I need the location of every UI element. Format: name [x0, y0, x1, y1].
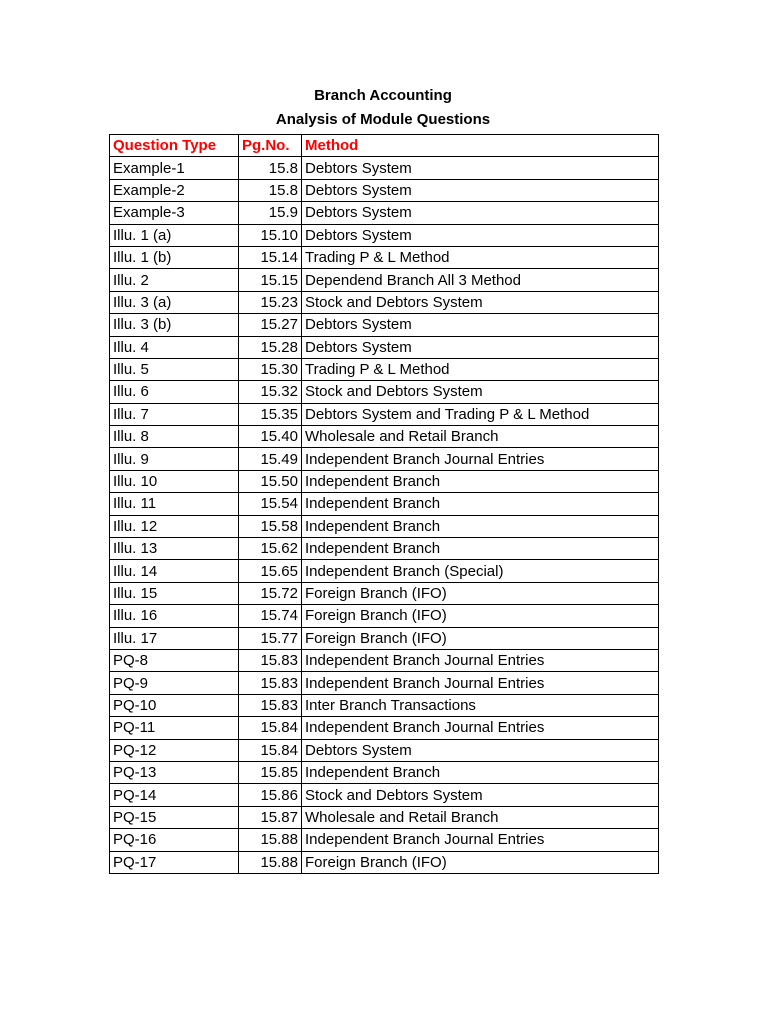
document-title: Branch Accounting [314, 87, 452, 104]
cell-method: Debtors System [302, 202, 659, 224]
table-row [110, 515, 659, 537]
cell-method: Stock and Debtors System [302, 291, 659, 313]
cell-method: Independent Branch [302, 538, 659, 560]
table-row [110, 851, 659, 873]
cell-question-type: Illu. 15 [110, 582, 239, 604]
cell-page-no: 15.28 [239, 336, 302, 358]
cell-method: Independent Branch (Special) [302, 560, 659, 582]
cell-method: Independent Branch Journal Entries [302, 717, 659, 739]
table-row [110, 403, 659, 425]
cell-question-type: Illu. 8 [110, 426, 239, 448]
questions-table [109, 134, 659, 874]
cell-method: Dependend Branch All 3 Method [302, 269, 659, 291]
cell-method: Inter Branch Transactions [302, 694, 659, 716]
cell-question-type: Illu. 11 [110, 493, 239, 515]
cell-method: Stock and Debtors System [302, 381, 659, 403]
table-row [110, 269, 659, 291]
cell-question-type: Illu. 10 [110, 470, 239, 492]
cell-question-type: Example-3 [110, 202, 239, 224]
cell-method: Foreign Branch (IFO) [302, 582, 659, 604]
cell-page-no: 15.88 [239, 851, 302, 873]
cell-method: Stock and Debtors System [302, 784, 659, 806]
table-row [110, 582, 659, 604]
cell-page-no: 15.32 [239, 381, 302, 403]
cell-question-type: PQ-9 [110, 672, 239, 694]
cell-page-no: 15.62 [239, 538, 302, 560]
cell-method: Wholesale and Retail Branch [302, 806, 659, 828]
cell-question-type: Illu. 9 [110, 448, 239, 470]
cell-method: Independent Branch [302, 493, 659, 515]
cell-page-no: 15.23 [239, 291, 302, 313]
table-row [110, 806, 659, 828]
cell-question-type: Illu. 12 [110, 515, 239, 537]
table-row [110, 538, 659, 560]
cell-question-type: Illu. 3 (b) [110, 314, 239, 336]
cell-question-type: PQ-17 [110, 851, 239, 873]
table-row [110, 224, 659, 246]
cell-page-no: 15.84 [239, 717, 302, 739]
cell-method: Foreign Branch (IFO) [302, 627, 659, 649]
cell-method: Trading P & L Method [302, 358, 659, 380]
table-row [110, 426, 659, 448]
cell-question-type: PQ-8 [110, 649, 239, 671]
cell-question-type: PQ-15 [110, 806, 239, 828]
cell-page-no: 15.65 [239, 560, 302, 582]
table-row [110, 358, 659, 380]
cell-method: Wholesale and Retail Branch [302, 426, 659, 448]
cell-question-type: Illu. 5 [110, 358, 239, 380]
cell-page-no: 15.15 [239, 269, 302, 291]
cell-question-type: PQ-16 [110, 829, 239, 851]
cell-question-type: PQ-12 [110, 739, 239, 761]
cell-method: Independent Branch Journal Entries [302, 448, 659, 470]
cell-question-type: Illu. 7 [110, 403, 239, 425]
cell-page-no: 15.86 [239, 784, 302, 806]
cell-page-no: 15.40 [239, 426, 302, 448]
cell-page-no: 15.77 [239, 627, 302, 649]
cell-method: Foreign Branch (IFO) [302, 851, 659, 873]
cell-page-no: 15.30 [239, 358, 302, 380]
cell-page-no: 15.58 [239, 515, 302, 537]
document-subtitle: Analysis of Module Questions [275, 111, 491, 129]
cell-page-no: 15.49 [239, 448, 302, 470]
table-row [110, 470, 659, 492]
table-row [110, 694, 659, 716]
cell-method: Trading P & L Method [302, 246, 659, 268]
cell-question-type: Illu. 17 [110, 627, 239, 649]
table-row [110, 649, 659, 671]
table-row [110, 246, 659, 268]
cell-method: Debtors System [302, 224, 659, 246]
cell-method: Debtors System [302, 336, 659, 358]
cell-page-no: 15.54 [239, 493, 302, 515]
cell-question-type: Illu. 1 (b) [110, 246, 239, 268]
cell-page-no: 15.14 [239, 246, 302, 268]
header-question-type: Question Type [110, 135, 239, 157]
cell-method: Foreign Branch (IFO) [302, 605, 659, 627]
cell-page-no: 15.74 [239, 605, 302, 627]
table-row [110, 157, 659, 179]
cell-method: Independent Branch [302, 761, 659, 783]
cell-method: Debtors System [302, 157, 659, 179]
table-row [110, 179, 659, 201]
cell-question-type: Illu. 4 [110, 336, 239, 358]
cell-method: Independent Branch [302, 470, 659, 492]
cell-method: Debtors System [302, 179, 659, 201]
table-row [110, 291, 659, 313]
table-row [110, 202, 659, 224]
cell-page-no: 15.35 [239, 403, 302, 425]
cell-page-no: 15.83 [239, 694, 302, 716]
cell-page-no: 15.88 [239, 829, 302, 851]
cell-method: Independent Branch Journal Entries [302, 672, 659, 694]
cell-question-type: Illu. 2 [110, 269, 239, 291]
cell-page-no: 15.87 [239, 806, 302, 828]
title-block [108, 84, 658, 133]
cell-question-type: Example-2 [110, 179, 239, 201]
header-page-no: Pg.No. [239, 135, 302, 157]
cell-method: Independent Branch Journal Entries [302, 829, 659, 851]
table-row [110, 493, 659, 515]
cell-method: Debtors System [302, 739, 659, 761]
table-row [110, 336, 659, 358]
cell-question-type: PQ-10 [110, 694, 239, 716]
table-row [110, 672, 659, 694]
cell-method: Independent Branch Journal Entries [302, 649, 659, 671]
table-row [110, 829, 659, 851]
table-body [110, 157, 659, 874]
cell-question-type: Illu. 1 (a) [110, 224, 239, 246]
table-row [110, 717, 659, 739]
table-header-row [110, 135, 659, 157]
table-row [110, 560, 659, 582]
cell-question-type: Illu. 16 [110, 605, 239, 627]
cell-method: Debtors System [302, 314, 659, 336]
cell-page-no: 15.8 [239, 157, 302, 179]
table-row [110, 739, 659, 761]
cell-question-type: Example-1 [110, 157, 239, 179]
cell-page-no: 15.50 [239, 470, 302, 492]
table-row [110, 314, 659, 336]
cell-method: Independent Branch [302, 515, 659, 537]
table-row [110, 627, 659, 649]
table-row [110, 761, 659, 783]
cell-question-type: Illu. 14 [110, 560, 239, 582]
cell-method: Debtors System and Trading P & L Method [302, 403, 659, 425]
table-row [110, 448, 659, 470]
cell-page-no: 15.8 [239, 179, 302, 201]
cell-question-type: Illu. 6 [110, 381, 239, 403]
table-row [110, 784, 659, 806]
cell-page-no: 15.85 [239, 761, 302, 783]
cell-page-no: 15.84 [239, 739, 302, 761]
cell-page-no: 15.72 [239, 582, 302, 604]
cell-question-type: PQ-13 [110, 761, 239, 783]
cell-page-no: 15.83 [239, 672, 302, 694]
header-method: Method [302, 135, 659, 157]
cell-page-no: 15.27 [239, 314, 302, 336]
cell-question-type: Illu. 3 (a) [110, 291, 239, 313]
cell-page-no: 15.9 [239, 202, 302, 224]
cell-question-type: PQ-11 [110, 717, 239, 739]
cell-question-type: PQ-14 [110, 784, 239, 806]
table-row [110, 381, 659, 403]
cell-question-type: Illu. 13 [110, 538, 239, 560]
table-row [110, 605, 659, 627]
cell-page-no: 15.10 [239, 224, 302, 246]
cell-page-no: 15.83 [239, 649, 302, 671]
